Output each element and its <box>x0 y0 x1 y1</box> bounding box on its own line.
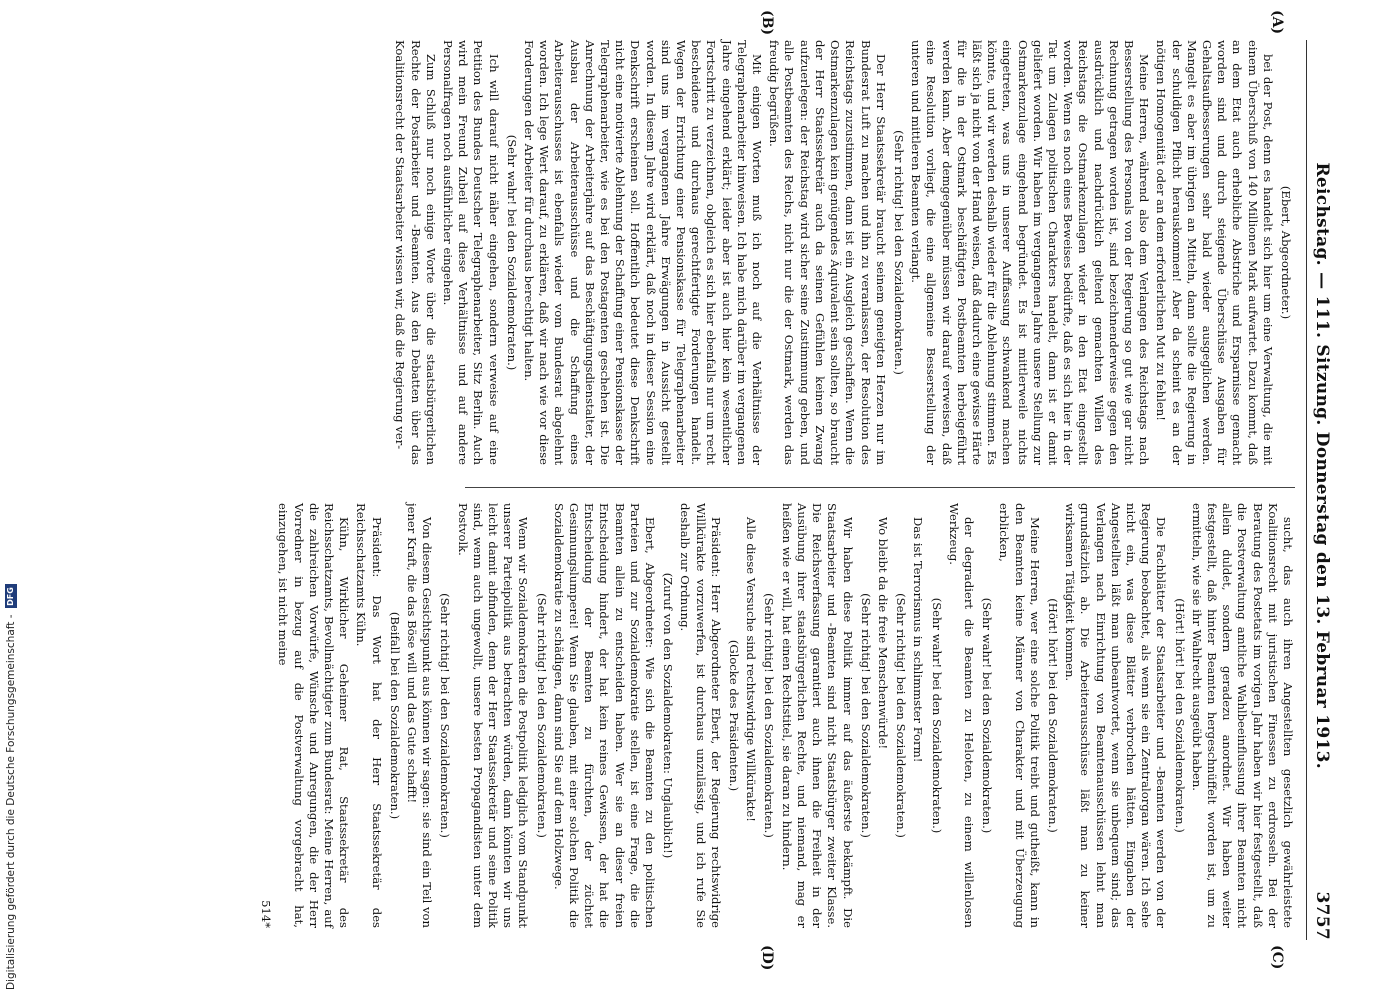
page-header <box>1309 40 1335 940</box>
margin-marker-d: (D) <box>759 945 775 971</box>
interjection: (Sehr wahr! bei den Sozialdemokraten.) <box>504 134 519 371</box>
interjection: (Sehr wahr! bei den Sozialdemokraten.) <box>929 597 944 834</box>
paragraph: der degradiert die Beamten zu Heloten, zu einem willenlosen Werkzeug. <box>946 503 976 928</box>
paragraph: Der Herr Staatssekretär braucht seinem geneigten Herzen nur im Bundesrat Luft zu machen und ihn zu veranlassen, der Resolution des Reichstags zuzustimmen, dann ist ein Ausgleich geschaffen. Wenn die Ostmarkenzulagen kein genügendes Äquivalent sein sollten, so braucht der Herr Staatssekretär auch da seinen Gefühlen keinen Zwang aufzuerlegen: der Reichstag wird sicher seine Zustimmung geben, und alle Postbeamten des Reichs, nicht nur die der Ostmark, werden das freudig begrüßen. <box>767 40 888 465</box>
margin-marker-a: (A) <box>1269 10 1285 35</box>
interjection: (Hört! hört! bei den Sozialdemokraten.) <box>1172 598 1187 833</box>
paragraph: Alle diese Versuche sind rechtswidrige Willkürakte! <box>744 517 759 822</box>
interjection: (Sehr richtig! bei den Sozialdemokraten.) <box>762 593 777 838</box>
header-title: Reichstag. — 111. Sitzung. Donnerstag den 13. Februar 1913. <box>1312 162 1332 769</box>
column-divider <box>465 487 1295 488</box>
header-rule <box>1306 40 1307 940</box>
interjection: (Sehr wahr! bei den Sozialdemokraten.) <box>980 597 995 834</box>
speaker-note: (Ebert, Abgeordneter.) <box>1279 185 1293 320</box>
interjection: (Sehr richtig! bei den Sozialdemokraten.) <box>438 593 453 838</box>
margin-marker-c: (C) <box>1269 945 1285 970</box>
paragraph: Präsident: Herr Abgeordneter Ebert, der Regierung rechtswidrige Willkürakte vorzuwerfen, ist durchaus unzulässig, und ich rufe Sie deshalb zur Ordnung. <box>678 503 723 928</box>
signature-mark: 514* <box>259 900 274 928</box>
paragraph: Meine Herren, während also dem Verlangen des Reichstags nach Besserstellung des Personals von der Regierung so gut wie gar nicht Rechnung getragen worden ist, sind bezeichnenderweise gegen den ausdrücklich und nachdrücklich geltend gemachten Willen des Reichstags die Ostmarkenzulagen wieder in den Etat eingestellt worden. Wenn es noch eines Beweises bedürfte, daß es sich hier in der Tat um Zulagen politischen Charakters handelt, dann ist er damit geliefert worden. Wir haben im vergangenen Jahre unsere Stellung zur Ostmarkenzulage eingehend begründet. Es ist mittlerweile nichts eingetreten, was uns in unserer Auffassung schwankend machen könnte, und wir werden deshalb wieder für die Ablehnung stimmen. Es läßt sich ja nicht von der Hand weisen, daß dadurch eine gewisse Härte für die in der Ostmark beschäftigten Postbeamten herbeigeführt werden kann. Aber demgegenüber müssen wir darauf verweisen, daß eine Resolution vorliegt, die eine allgemeine Besserstellung der unteren und mittleren Beamten verlangt. <box>909 40 1152 465</box>
left-column <box>390 40 1295 465</box>
paragraph: Von diesem Gesichtspunkt aus können wir sagen: sie sind ein Teil von jener Kraft, die das Böse will und das Gute schafft! <box>405 503 435 928</box>
paragraph: sucht, das auch ihren Angestellten gesetzlich gewährleistete Koalitionsrecht mit juristischen Finessen zu erdrosseln. Bei der Beratung des Postetats im vorigen Jahr haben wir hier festgestellt, daß die Postverwaltung amtliche Wahlbeeinflussung ihrer Beamten nicht allein duldet, sondern geradezu anordnet. Wir haben weiter festgestellt, daß hinter Beamten hergeschnüffelt worden ist, um zu ermitteln, wie sie ihr Wahlrecht ausgeübt haben. <box>1189 503 1295 928</box>
paragraph: Das ist Terrorismus in schlimmster Form! <box>911 517 926 763</box>
margin-marker-b: (B) <box>759 10 775 36</box>
interjection: (Sehr richtig! bei den Sozialdemokraten.) <box>858 593 873 838</box>
paragraph: Ich will darauf nicht näher eingehen, sondern verweise auf eine Petition des Bundes Deutscher Telegraphenarbeiter, Sitz Berlin. Auch wird mein Freund Zubeil auf diese Verhältnisse und auf andere Personalfragen noch ausführlicher eingehen. <box>441 40 501 465</box>
paragraph: Wir haben diese Politik immer auf das äußerste bekämpft. Die Staatsarbeiter und -Beamten sind nicht Staatsbürger zweiter Klasse. Die Reichsverfassung garantiert auch ihnen die Freiheit in der Ausübung ihrer staatsbürgerlichen Rechte, und niemand, mag er heißen wie er will, hat einen Rechtstitel, sie daran zu hindern. <box>779 503 855 928</box>
interjection: (Sehr richtig! bei den Sozialdemokraten.) <box>534 593 549 838</box>
paragraph: Wenn wir Sozialdemokraten die Postpolitik lediglich vom Standpunkt unserer Parteipolitik aus betrachten würden, dann könnten wir uns leicht damit abfinden, denn der Herr Staatssekretär und seine Politik sind, wenn auch ungewollt, unsere besten Propagandisten unter dem Postvolk. <box>455 503 531 928</box>
credit-text: Digitalisierung gefördert durch die Deutsche Forschungsgemeinschaft - <box>5 614 17 990</box>
paragraph: Wo bleibt da die freie Menschenwürde! <box>875 517 890 750</box>
paragraph: Meine Herren, wer eine solche Politik treibt und gutheißt, kann in den Beamten keine Männer von Charakter und mit Überzeugung erblicken, <box>997 503 1042 928</box>
paragraph: Die Fachblätter der Staatsarbeiter und -Beamten werden von der Regierung beobachtet, als wenn sie ein Zentralorgan wären. Ich sehe nicht ein, was diese Blätter verbrochen hätten. Eingaben der Angestellten läßt man unbeantwortet, wenn sie unbequem sind; das Verlangen nach Einrichtung von Beamtenausschüssen lehnt man grundsätzlich ab. Die Arbeiterausschüsse läßt man zu keiner wirksamen Tätigkeit kommen. <box>1063 503 1169 928</box>
rotated-page <box>65 10 1335 971</box>
right-column <box>256 503 1295 928</box>
interjection: (Glocke des Präsidenten.) <box>727 639 742 792</box>
paragraph: Kühn, Wirklicher Geheimer Rat, Staatssekretär des Reichsschatzamts, Bevollmächtigter zum Bundesrat: Meine Herren, auf die zahlreichen Vorwürfe, Wünsche und Anregungen, die der Herr Vorredner in bezug auf die Postverwaltung vorgebracht hat, einzugehen, ist nicht meine <box>276 503 352 928</box>
interjection: (Sehr richtig! bei den Sozialdemokraten.) <box>894 593 909 838</box>
interjection: (Beifall bei den Sozialdemokraten.) <box>387 611 402 820</box>
paragraph: bei der Post, denn es handelt sich hier um eine Verwaltung, die mit einem Überschuß von 140 Millionen Mark aufwartet. Dazu kommt, daß an dem Etat auch erhebliche Abstriche und Ersparnisse gemacht worden sind und durch steigende Überschüsse Ausgaben für Gehaltsaufbesserungen sehr bald wieder ausgeglichen werden. Mangelt es aber im übrigen an Mitteln, dann sollte die Regierung in der schuldigen Pflicht herauskommen! Aber da scheint es an der nötigen Homogenität oder an dem erforderlichen Mut zu fehlen! <box>1154 40 1275 465</box>
paragraph: Präsident: Das Wort hat der Herr Staatssekretär des Reichsschatzamts Kühn. <box>354 503 384 928</box>
interjection: (Sehr richtig! bei den Sozialdemokraten.) <box>891 130 906 375</box>
paragraph: Mit einigen Worten muß ich noch auf die Verhältnisse der Telegraphenarbeiter hinweisen. Ich habe mich darüber im vergangenen Jahre eingehend erklärt; leider aber ist auch hier kein wesentlicher Fortschritt zu verzeichnen, obgleich es sich hier ebenfalls nur um recht bescheidene und durchaus gerechtfertigte Forderungen handelt. Wegen der Errichtung einer Pensionskasse für Telegraphenarbeiter sind uns im vergangenen Jahre Erwägungen in Aussicht gestellt worden. In diesem Jahre wird erklärt, daß noch in dieser Session eine Denkschrift erscheinen soll. Hoffentlich bedeutet diese Denkschrift nicht eine motivierte Ablehnung der Schaffung einer Pensionskasse der Telegraphenarbeiter, wie es bei den Postagenten geschehen ist. Die Anrechnung der Arbeiterjahre auf das Beschäftigungsdienstalter, der Ausbau der Arbeiterausschüsse und die Schaffung eines Arbeiterausschusses ist ebenfalls wieder vom Bundesrat abgelehnt worden. Ich lege Wert darauf, zu erklären, daß wir nach wie vor diese Forderungen der Arbeiter für durchaus berechtigt halten. <box>522 40 765 465</box>
paragraph: Zum Schluß nur noch einige Worte über die staatsbürgerlichen Rechte der Postarbeiter und -Beamten. Aus den Debatten über das Koalitionsrecht der Staatsarbeiter wissen wir, daß die Regierung ver- <box>393 40 438 465</box>
dfg-logo-icon[interactable]: DFG <box>5 584 17 608</box>
digitization-credit <box>2 570 20 990</box>
page-number: 3757 <box>1312 891 1332 940</box>
interjection: (Hört! hört! bei den Sozialdemokraten.) <box>1045 598 1060 833</box>
interjection: (Zuruf von den Sozialdemokraten: Unglaublich!) <box>661 572 676 859</box>
paragraph: Ebert, Abgeordneter: Wie sich die Beamten zu den politischen Parteien und zur Sozialdemokratie stellen, ist eine Frage, die die Beamten allein zu entscheiden haben. Wer sie an dieser freien Entscheidung hindert, der hat kein reines Gewissen, der hat die Entscheidung der Beamten zu fürchten, der züchtet Gesinnungslumperei! Wenn Sie glauben, mit einer solchen Politik die Sozialdemokratie zu schädigen, dann sind Sie auf dem Holzwege. <box>551 503 658 928</box>
